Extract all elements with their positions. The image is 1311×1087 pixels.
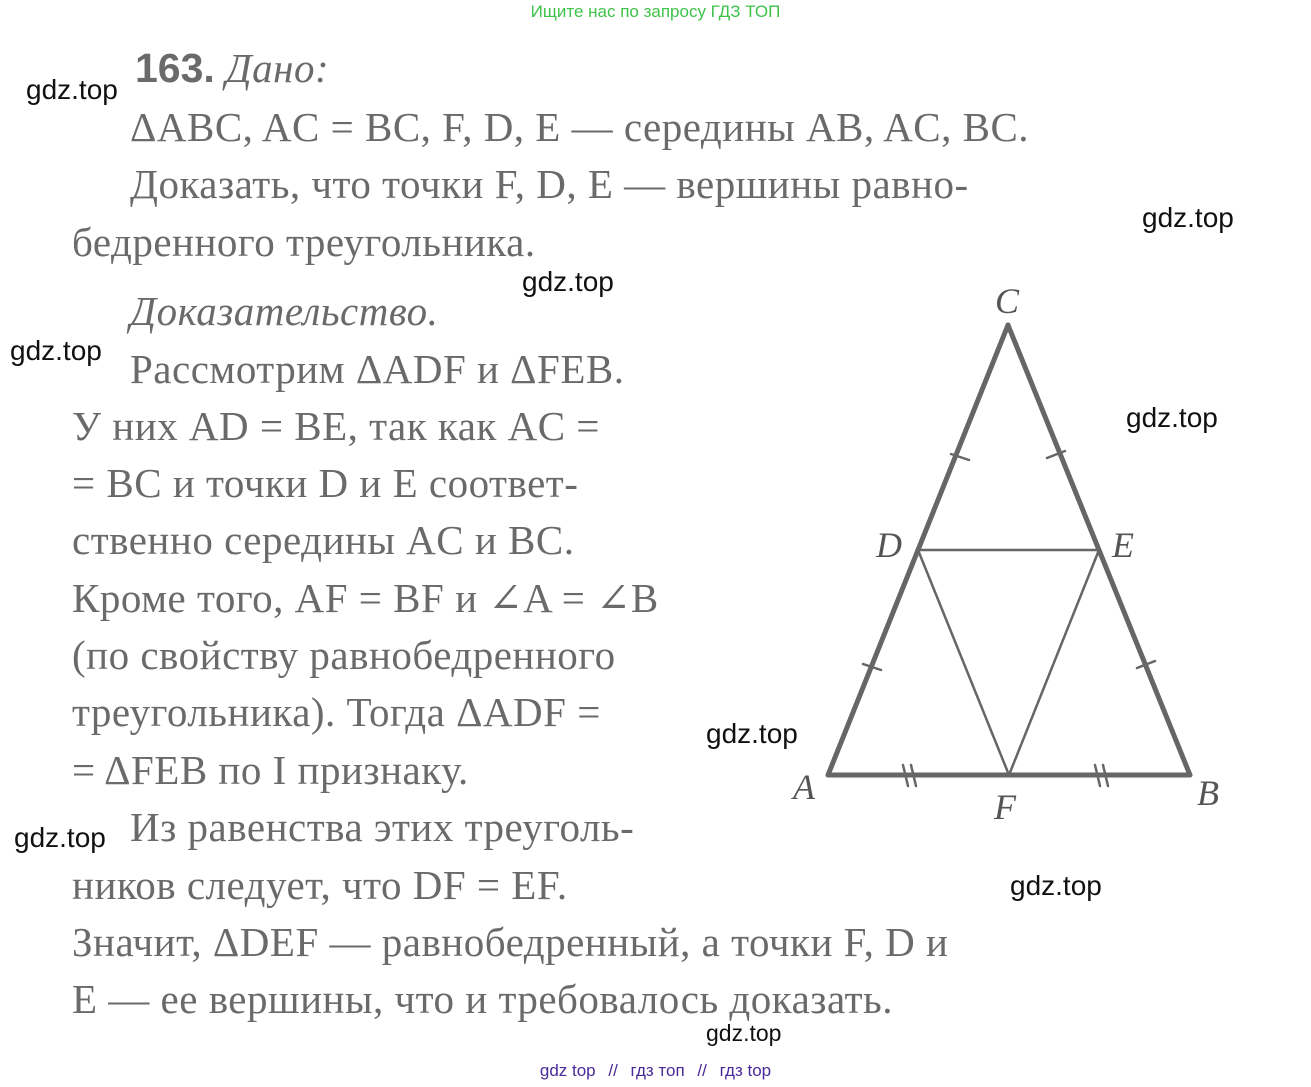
watermark: gdz.top [706,1020,782,1046]
text-line-6: У них AD = BE, так как AC = [72,403,600,449]
footer-links [0,1061,1311,1081]
label-c: C [995,281,1020,321]
text-line-9: Кроме того, AF = BF и ∠A = ∠B [72,575,659,621]
footer-link-gdz-top[interactable]: gdz top [539,1061,596,1080]
label-a: A [793,767,815,807]
text-line-15: Значит, ΔDEF — равнобедренный, а точки F, D и [72,919,949,965]
text-line-3: бедренного треугольника. [72,219,536,265]
label-d: D [876,525,902,565]
text-line-12: = ΔFEB по I признаку. [72,747,469,793]
text-line-1: ΔABC, AC = BC, F, D, E — середины AB, AC, BC. [130,104,1030,150]
text-line-11: треугольника). Тогда ΔADF = [72,689,601,735]
watermark: gdz.top [522,266,614,297]
watermark: gdz.top [10,335,102,366]
segment-df [918,550,1009,775]
problem-number: 163. [135,45,215,91]
text-line-2: Доказать, что точки F, D, E — вершины равно- [130,161,969,207]
footer-separator: // [697,1061,707,1080]
label-e: E [1112,525,1134,565]
text-line-5: Рассмотрим ΔADF и ΔFEB. [130,346,625,392]
watermark: gdz.top [26,74,118,105]
text-line-16: E — ее вершины, что и требовалось доказать. [72,976,893,1022]
given-label: Дано: [225,45,330,91]
text-line-7: = BC и точки D и E соответ- [72,460,579,506]
label-f: F [994,787,1016,827]
footer-link-gdz-top-mixed[interactable]: гдз top [719,1061,772,1080]
search-hint-link[interactable]: Ищите нас по запросу ГДЗ ТОП [530,2,781,21]
proof-label: Доказательство. [130,288,439,334]
text-line-13: Из равенства этих треуголь- [130,804,635,850]
watermark: gdz.top [1142,202,1234,233]
watermark: gdz.top [1010,870,1102,901]
segment-ef [1009,550,1099,775]
watermark: gdz.top [1126,402,1218,433]
text-line-10: (по свойству равнобедренного [72,632,616,678]
footer-link-gdz-top-ru[interactable]: гдз топ [630,1061,685,1080]
text-line-14: ников следует, что DF = EF. [72,862,568,908]
watermark: gdz.top [706,718,798,749]
text-line-8: ственно середины AC и BC. [72,517,575,563]
footer-separator: // [608,1061,618,1080]
label-b: B [1197,773,1219,813]
watermark: gdz.top [14,822,106,853]
